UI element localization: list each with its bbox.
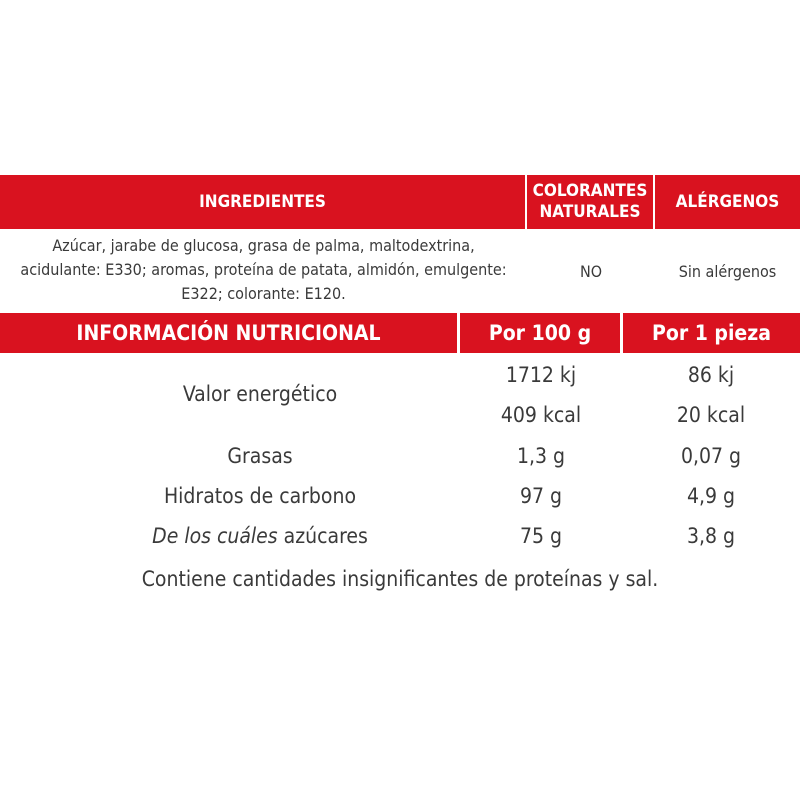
colorantes-header (527, 175, 653, 229)
azucares-label (60, 523, 460, 549)
per-100g-header: Por 100 g (488, 321, 592, 345)
energy-kcal-piece: 20 kcal (676, 403, 746, 427)
azucares-piece: 3,8 g (686, 524, 736, 548)
colorantes-header-line1: COLORANTES (532, 181, 648, 201)
colorantes-header-line2: NATURALES (539, 202, 641, 222)
ingredients-table-header (0, 175, 800, 229)
alergenos-header: ALÉRGENOS (675, 191, 780, 212)
ingredients-text (0, 234, 527, 306)
energy-kj-100g: 1712 kj (505, 363, 577, 387)
colorantes-value: NO (579, 261, 603, 281)
hidratos-piece: 4,9 g (686, 484, 736, 508)
nutrition-title: INFORMACIÓN NUTRICIONAL (76, 321, 381, 345)
alergenos-value: Sin alérgenos (678, 261, 777, 281)
ingredients-line: acidulante: E330; aromas, proteína de patata, almidón, emulgente: (20, 260, 507, 279)
ingredients-line: Azúcar, jarabe de glucosa, grasa de palma, maltodextrina, (52, 236, 475, 255)
azucares-label-italic: De los cuáles (152, 524, 278, 548)
grasas-100g: 1,3 g (516, 444, 566, 468)
energy-kj-piece: 86 kj (687, 363, 735, 387)
energy-label: Valor energético (182, 382, 338, 406)
azucares-100g: 75 g (519, 524, 563, 548)
ingredientes-header: INGREDIENTES (199, 191, 326, 212)
ingredients-line: E322; colorante: E120. (181, 284, 346, 303)
hidratos-label: Hidratos de carbono (163, 484, 357, 508)
grasas-piece: 0,07 g (680, 444, 742, 468)
grasas-label: Grasas (227, 444, 293, 468)
energy-kcal-100g: 409 kcal (500, 403, 582, 427)
nutrition-table-header (0, 313, 800, 353)
ingredients-row (0, 229, 800, 313)
hidratos-100g: 97 g (519, 484, 563, 508)
per-piece-header: Por 1 pieza (652, 321, 771, 345)
azucares-label-rest: azúcares (277, 524, 368, 548)
footer-note: Contiene cantidades insignificantes de proteínas y sal. (141, 567, 659, 591)
